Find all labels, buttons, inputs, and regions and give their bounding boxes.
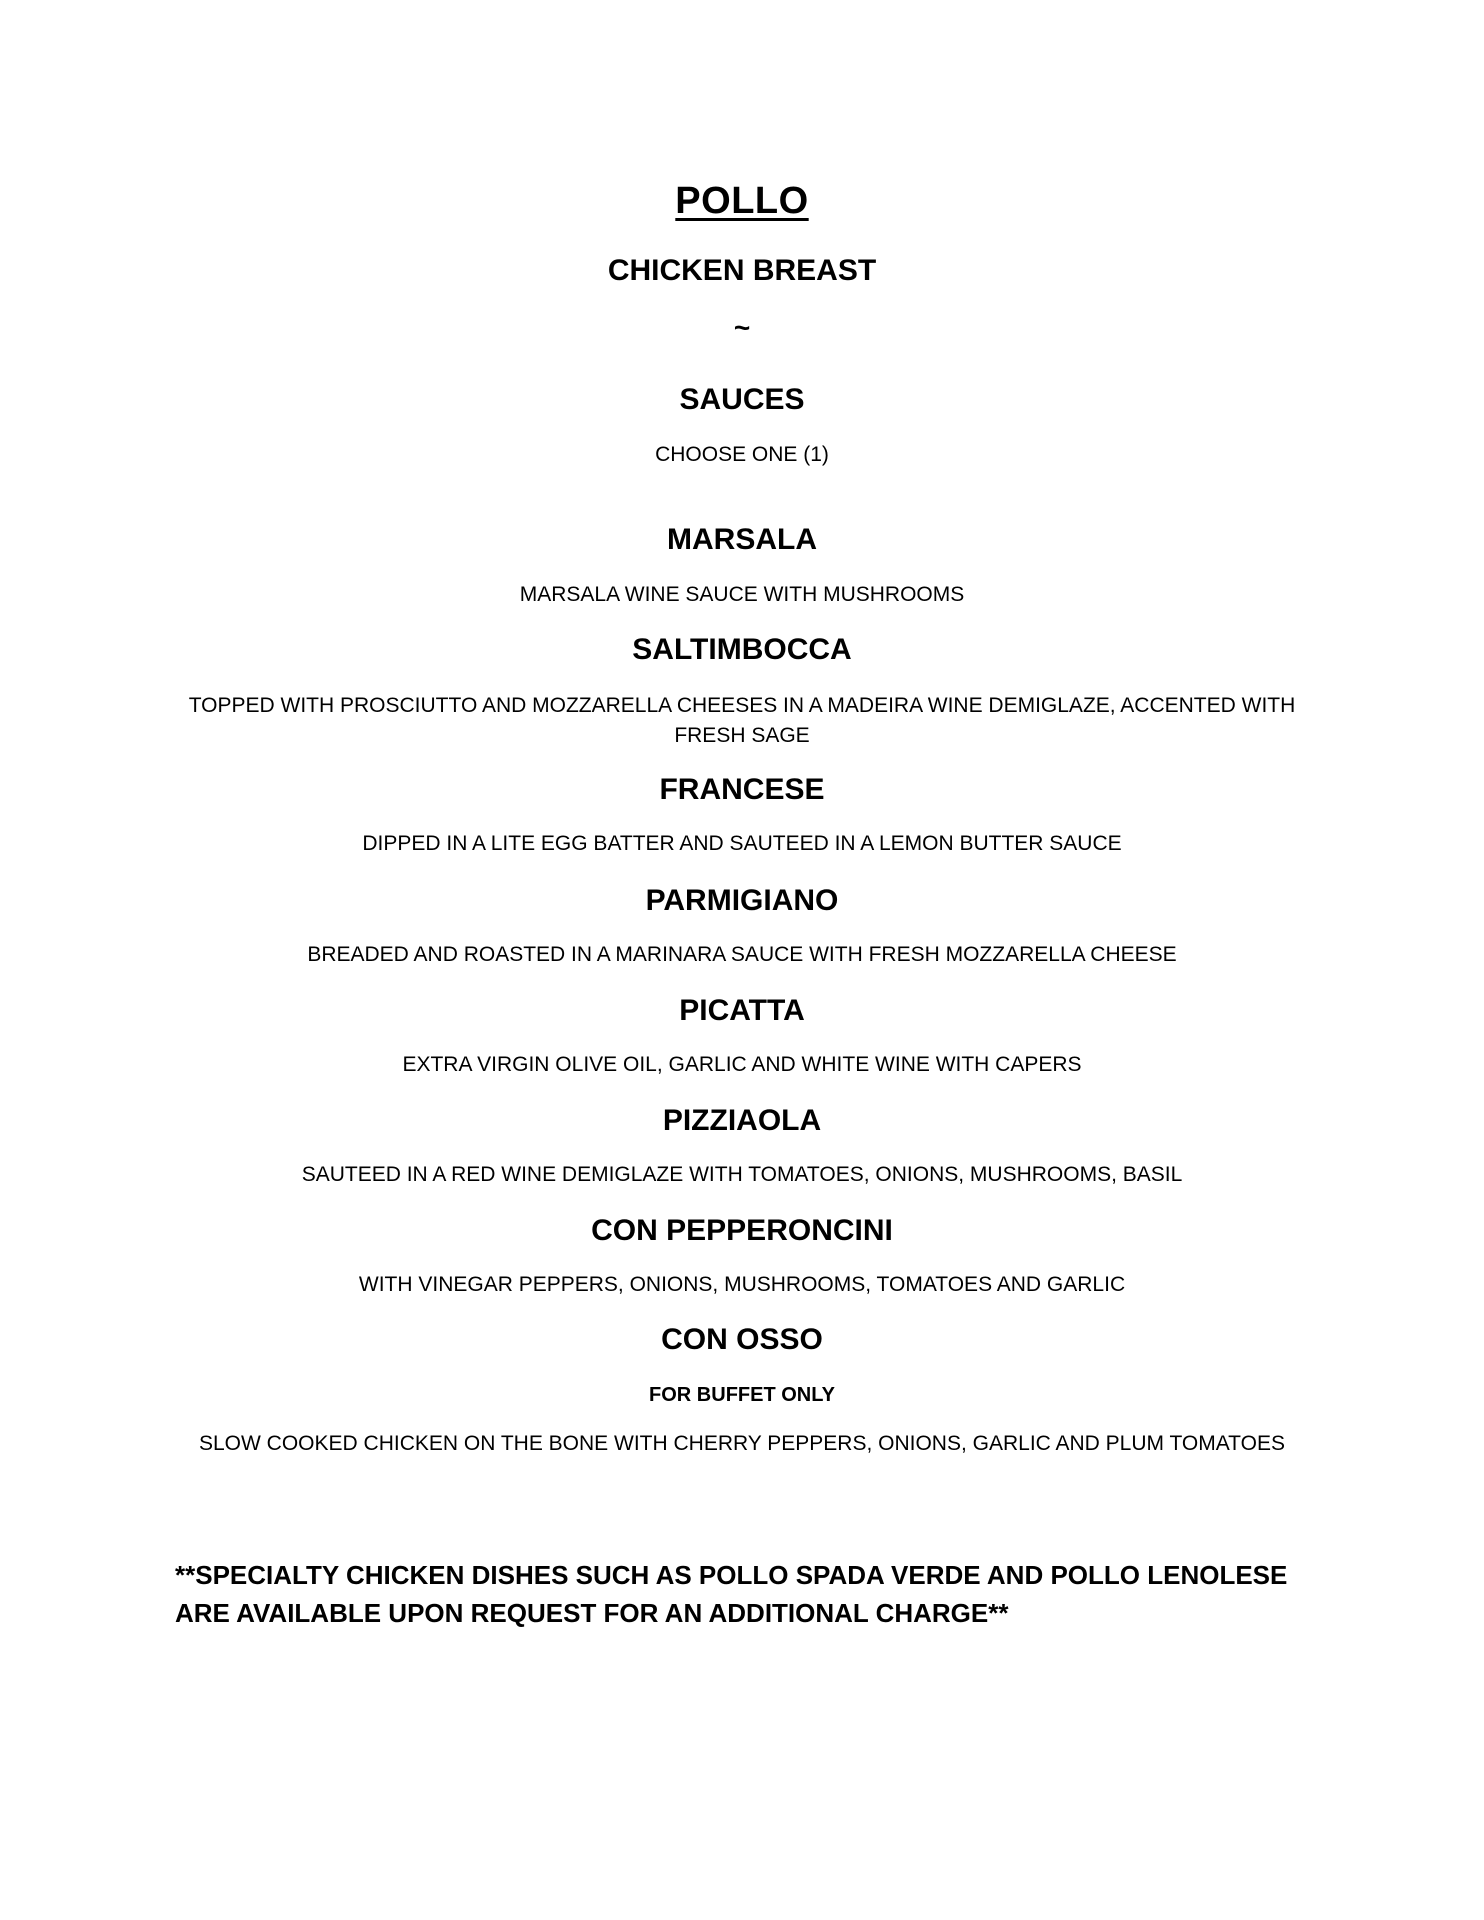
item-note-con-osso: FOR BUFFET ONLY — [649, 1384, 835, 1406]
specialty-footnote: **SPECIALTY CHICKEN DISHES SUCH AS POLLO SPADA VERDE AND POLLO LENOLESE ARE AVAILABLE UPON REQUEST FOR AN ADDITIONAL CHARGE** — [175, 1560, 1288, 1628]
item-desc-pizziaola: SAUTEED IN A RED WINE DEMIGLAZE WITH TOMATOES, ONIONS, MUSHROOMS, BASIL — [301, 1163, 1183, 1186]
separator-tilde: ~ — [733, 312, 751, 343]
item-desc-marsala: MARSALA WINE SAUCE WITH MUSHROOMS — [519, 583, 965, 606]
item-name-pizziaola: PIZZIAOLA — [662, 1104, 822, 1137]
item-name-con-pepperoncini: CON PEPPERONCINI — [591, 1214, 893, 1247]
item-desc-parmigiano: BREADED AND ROASTED IN A MARINARA SAUCE WITH FRESH MOZZARELLA CHEESE — [307, 943, 1177, 966]
item-name-saltimbocca: SALTIMBOCCA — [632, 633, 852, 666]
item-desc-saltimbocca: TOPPED WITH PROSCIUTTO AND MOZZARELLA CHEESES IN A MADEIRA WINE DEMIGLAZE, ACCENTED WITH FRESH SAGE — [188, 694, 1296, 747]
item-name-con-osso: CON OSSO — [661, 1323, 823, 1356]
item-name-picatta: PICATTA — [679, 994, 805, 1027]
sauces-instruction: CHOOSE ONE (1) — [655, 443, 829, 466]
item-name-parmigiano: PARMIGIANO — [645, 884, 839, 917]
item-desc-con-pepperoncini: WITH VINEGAR PEPPERS, ONIONS, MUSHROOMS, TOMATOES AND GARLIC — [358, 1273, 1126, 1296]
item-name-marsala: MARSALA — [667, 523, 817, 556]
item-desc-con-osso: SLOW COOKED CHICKEN ON THE BONE WITH CHERRY PEPPERS, ONIONS, GARLIC AND PLUM TOMATOES — [199, 1432, 1285, 1455]
item-name-francese: FRANCESE — [659, 773, 825, 806]
menu-subtitle: CHICKEN BREAST — [607, 254, 877, 287]
item-desc-francese: DIPPED IN A LITE EGG BATTER AND SAUTEED IN A LEMON BUTTER SAUCE — [362, 832, 1122, 855]
item-desc-picatta: EXTRA VIRGIN OLIVE OIL, GARLIC AND WHITE WINE WITH CAPERS — [402, 1053, 1082, 1076]
sauces-heading: SAUCES — [679, 383, 805, 416]
menu-title: POLLO — [675, 180, 809, 222]
